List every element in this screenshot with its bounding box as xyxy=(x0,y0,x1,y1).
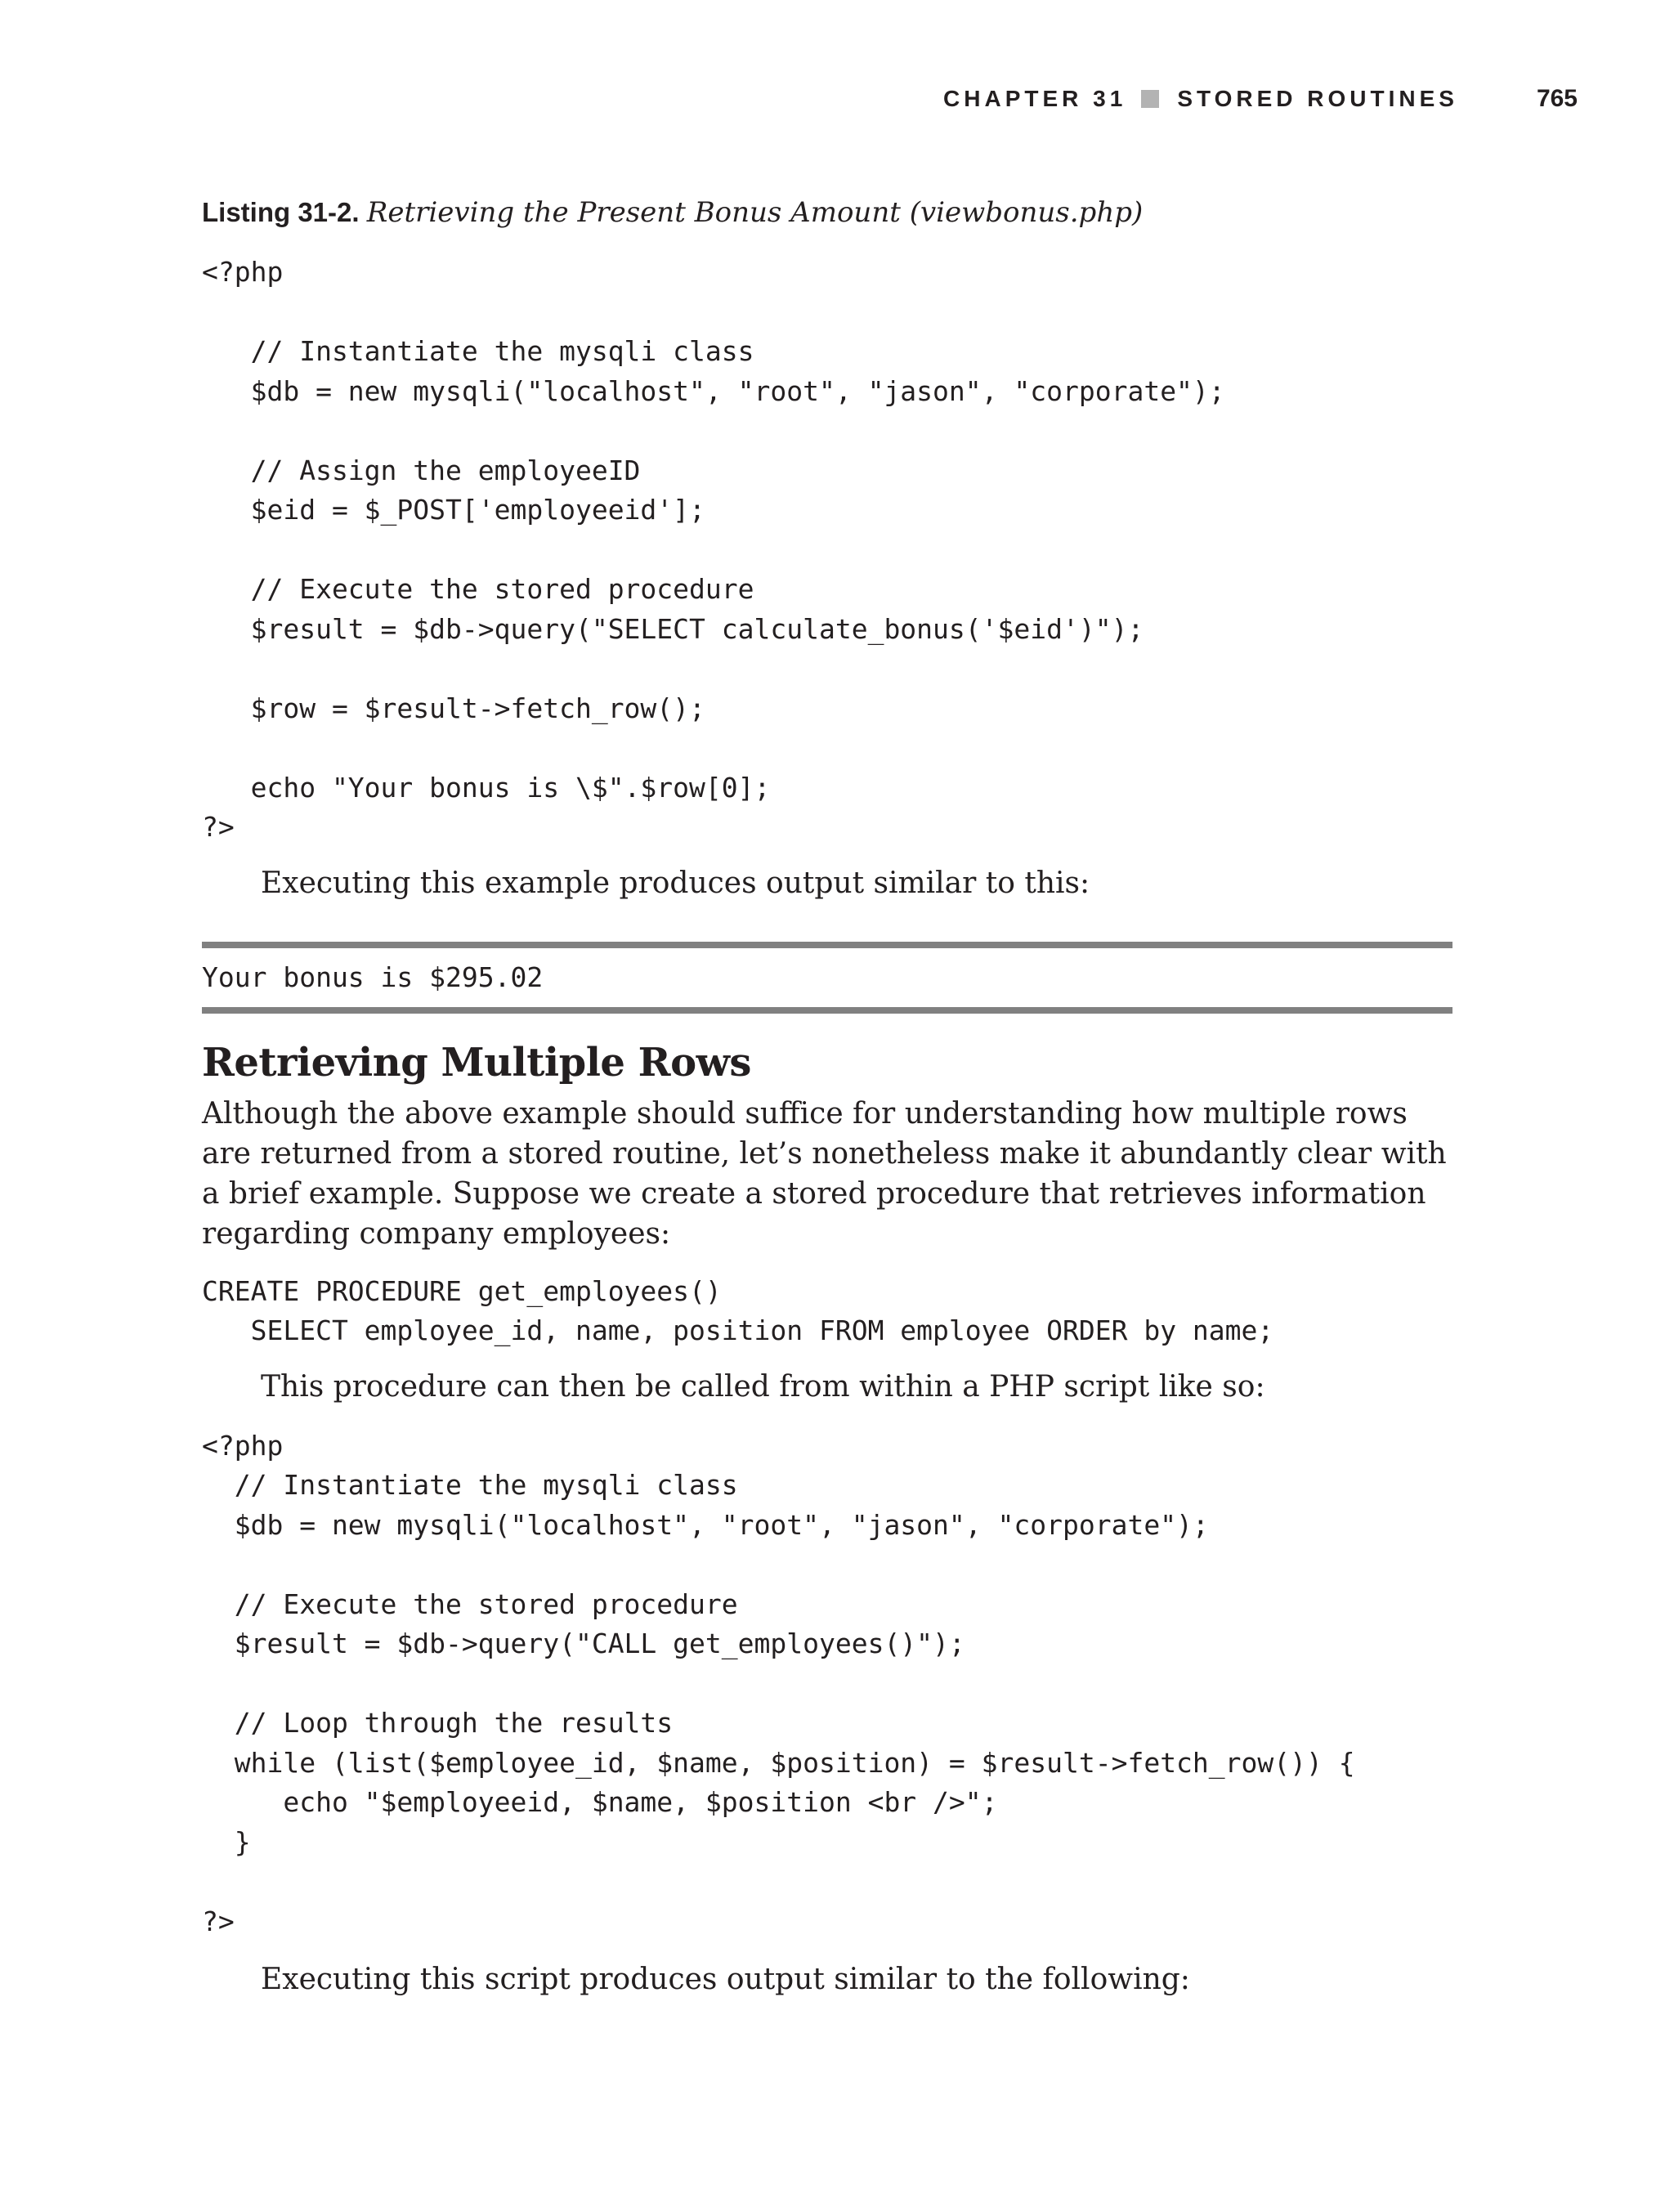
output-box xyxy=(202,942,1452,1014)
page-content xyxy=(202,193,1461,1999)
output-text: Your bonus is $295.02 xyxy=(202,960,544,993)
chapter-label: CHAPTER 31 xyxy=(943,86,1127,111)
listing-code-block: <?php // Instantiate the mysqli class $db = new mysqli("localhost", "root", "jason", "corporate"); // Assign the employeeID $eid = $_POST['employeeid']; // Execute the stored procedure $result = $db->query("SELECT calculate_bonus('$eid')"); $row = $result->fetch_row(); echo "Your bonus is \$".$row[0]; ?> xyxy=(202,256,1225,843)
php-script-code-block: <?php // Instantiate the mysqli class $db = new mysqli("localhost", "root", "jason", "corporate"); // Execute the stored procedure $result = $db->query("CALL get_employees()"); // Loop through the results while (list($employee_id, $name, $position) = $result->fetch_row()) { echo "$employeeid, $name, $position <br />"; } ?> xyxy=(202,1429,1355,1937)
paragraph-intro: Although the above example should suffice for understanding how multiple rows are returned from a stored routine, let’s nonetheless make it abundantly clear with a brief example. Suppose we create a stored procedure that retrieves information regarding company employees: xyxy=(202,1096,1447,1251)
listing-label: Listing 31-2. xyxy=(202,197,360,227)
page-number: 765 xyxy=(1536,85,1578,112)
paragraph-output-intro: Executing this example produces output similar to this: xyxy=(261,866,1090,900)
paragraph-call: This procedure can then be called from within a PHP script like so: xyxy=(261,1369,1265,1404)
listing-title: Retrieving the Present Bonus Amount (viewbonus.php) xyxy=(366,196,1144,229)
paragraph-final: Executing this script produces output similar to the following: xyxy=(261,1963,1190,1996)
procedure-code-block: CREATE PROCEDURE get_employees() SELECT employee_id, name, position FROM employee ORDER by name; xyxy=(202,1274,1274,1346)
listing-caption xyxy=(202,193,1461,232)
running-header xyxy=(940,82,1578,116)
section-heading: Retrieving Multiple Rows xyxy=(202,1039,751,1086)
header-separator-square xyxy=(1141,90,1159,108)
section-label: STORED ROUTINES xyxy=(1177,86,1458,111)
